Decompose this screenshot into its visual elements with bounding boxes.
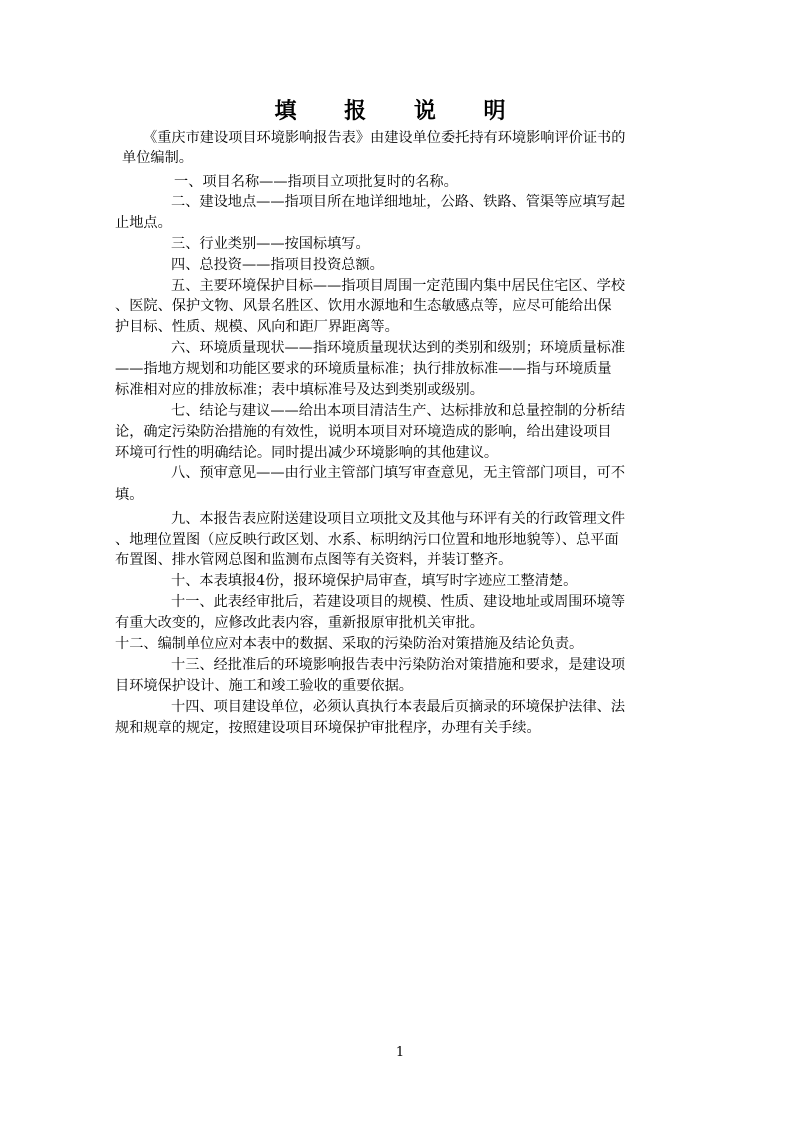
item-3-line: 三、行业类别——按国标填写。 (171, 236, 370, 252)
item-11-line: 十一、此表经审批后，若建设项目的规模、性质、建设地址或周围环境等 (171, 594, 626, 610)
item-1-line: 一、项目名称——指项目立项批复时的名称。 (174, 174, 458, 190)
item-8-line: 填。 (115, 487, 144, 503)
item-8-line: 八、预审意见——由行业主管部门填写审查意见，无主管部门项目，可不 (171, 465, 626, 481)
item-11-line: 有重大改变的，应修改此表内容，重新报原审批机关审批。 (115, 615, 484, 631)
item-9-line: 布置图、排水管网总图和监测布点图等有关资料，并装订整齐。 (115, 552, 513, 568)
item-7-line: 七、结论与建议——给出本项目清洁生产、达标排放和总量控制的分析结 (171, 403, 626, 419)
intro-line: 《重庆市建设项目环境影响报告表》由建设单位委托持有环境影响评价证书的 (143, 130, 626, 146)
item-6-line: ——指地方规划和功能区要求的环境质量标准；执行排放标准——指与环境质量 (115, 361, 612, 377)
item-13-line: 目环境保护设计、施工和竣工验收的重要依据。 (115, 678, 413, 694)
item-6-line: 标准相对应的排放标准；表中填标准号及达到类别或级别。 (115, 382, 484, 398)
item-6-line: 六、环境质量现状——指环境质量现状达到的类别和级别；环境质量标准 (171, 340, 626, 356)
item-14-line: 规和规章的规定，按照建设项目环境保护审批程序，办理有关手续。 (115, 720, 541, 736)
page-number: 1 (395, 1045, 405, 1060)
item-9-line: 、地理位置图（应反映行政区划、水系、标明纳污口位置和地形地貌等）、总平面 (115, 532, 619, 548)
item-13-line: 十三、经批准后的环境影响报告表中污染防治对策措施和要求，是建设项 (171, 657, 626, 673)
page-title: 填 报 说 明 (274, 99, 526, 124)
intro-line: 单位编制。 (122, 150, 193, 166)
item-5-line: 、医院、保护文物、风景名胜区、饮用水源地和生态敏感点等，应尽可能给出保 (115, 298, 612, 314)
item-14-line: 十四、项目建设单位，必须认真执行本表最后页摘录的环境保护法律、法 (171, 699, 626, 715)
item-12-line: 十二、编制单位应对本表中的数据、采取的污染防治对策措施及结论负责。 (115, 636, 584, 652)
item-10-line: 十、本表填报4份，报环境保护局审查，填写时字迹应工整清楚。 (171, 573, 578, 589)
item-5-line: 护目标、性质、规模、风向和距厂界距离等。 (115, 319, 399, 335)
item-9-line: 九、本报告表应附送建设项目立项批文及其他与环评有关的行政管理文件 (171, 511, 626, 527)
item-7-line: 论，确定污染防治措施的有效性，说明本项目对环境造成的影响，给出建设项目 (115, 424, 612, 440)
item-7-line: 环境可行性的明确结论。同时提出减少环境影响的其他建议。 (115, 445, 499, 461)
item-2-line: 二、建设地点——指项目所在地详细地址，公路、铁路、管渠等应填写起 (171, 194, 626, 210)
item-4-line: 四、总投资——指项目投资总额。 (171, 257, 384, 273)
item-2-line: 止地点。 (115, 215, 172, 231)
item-5-line: 五、主要环境保护目标——指项目周围一定范围内集中居民住宅区、学校 (171, 278, 626, 294)
